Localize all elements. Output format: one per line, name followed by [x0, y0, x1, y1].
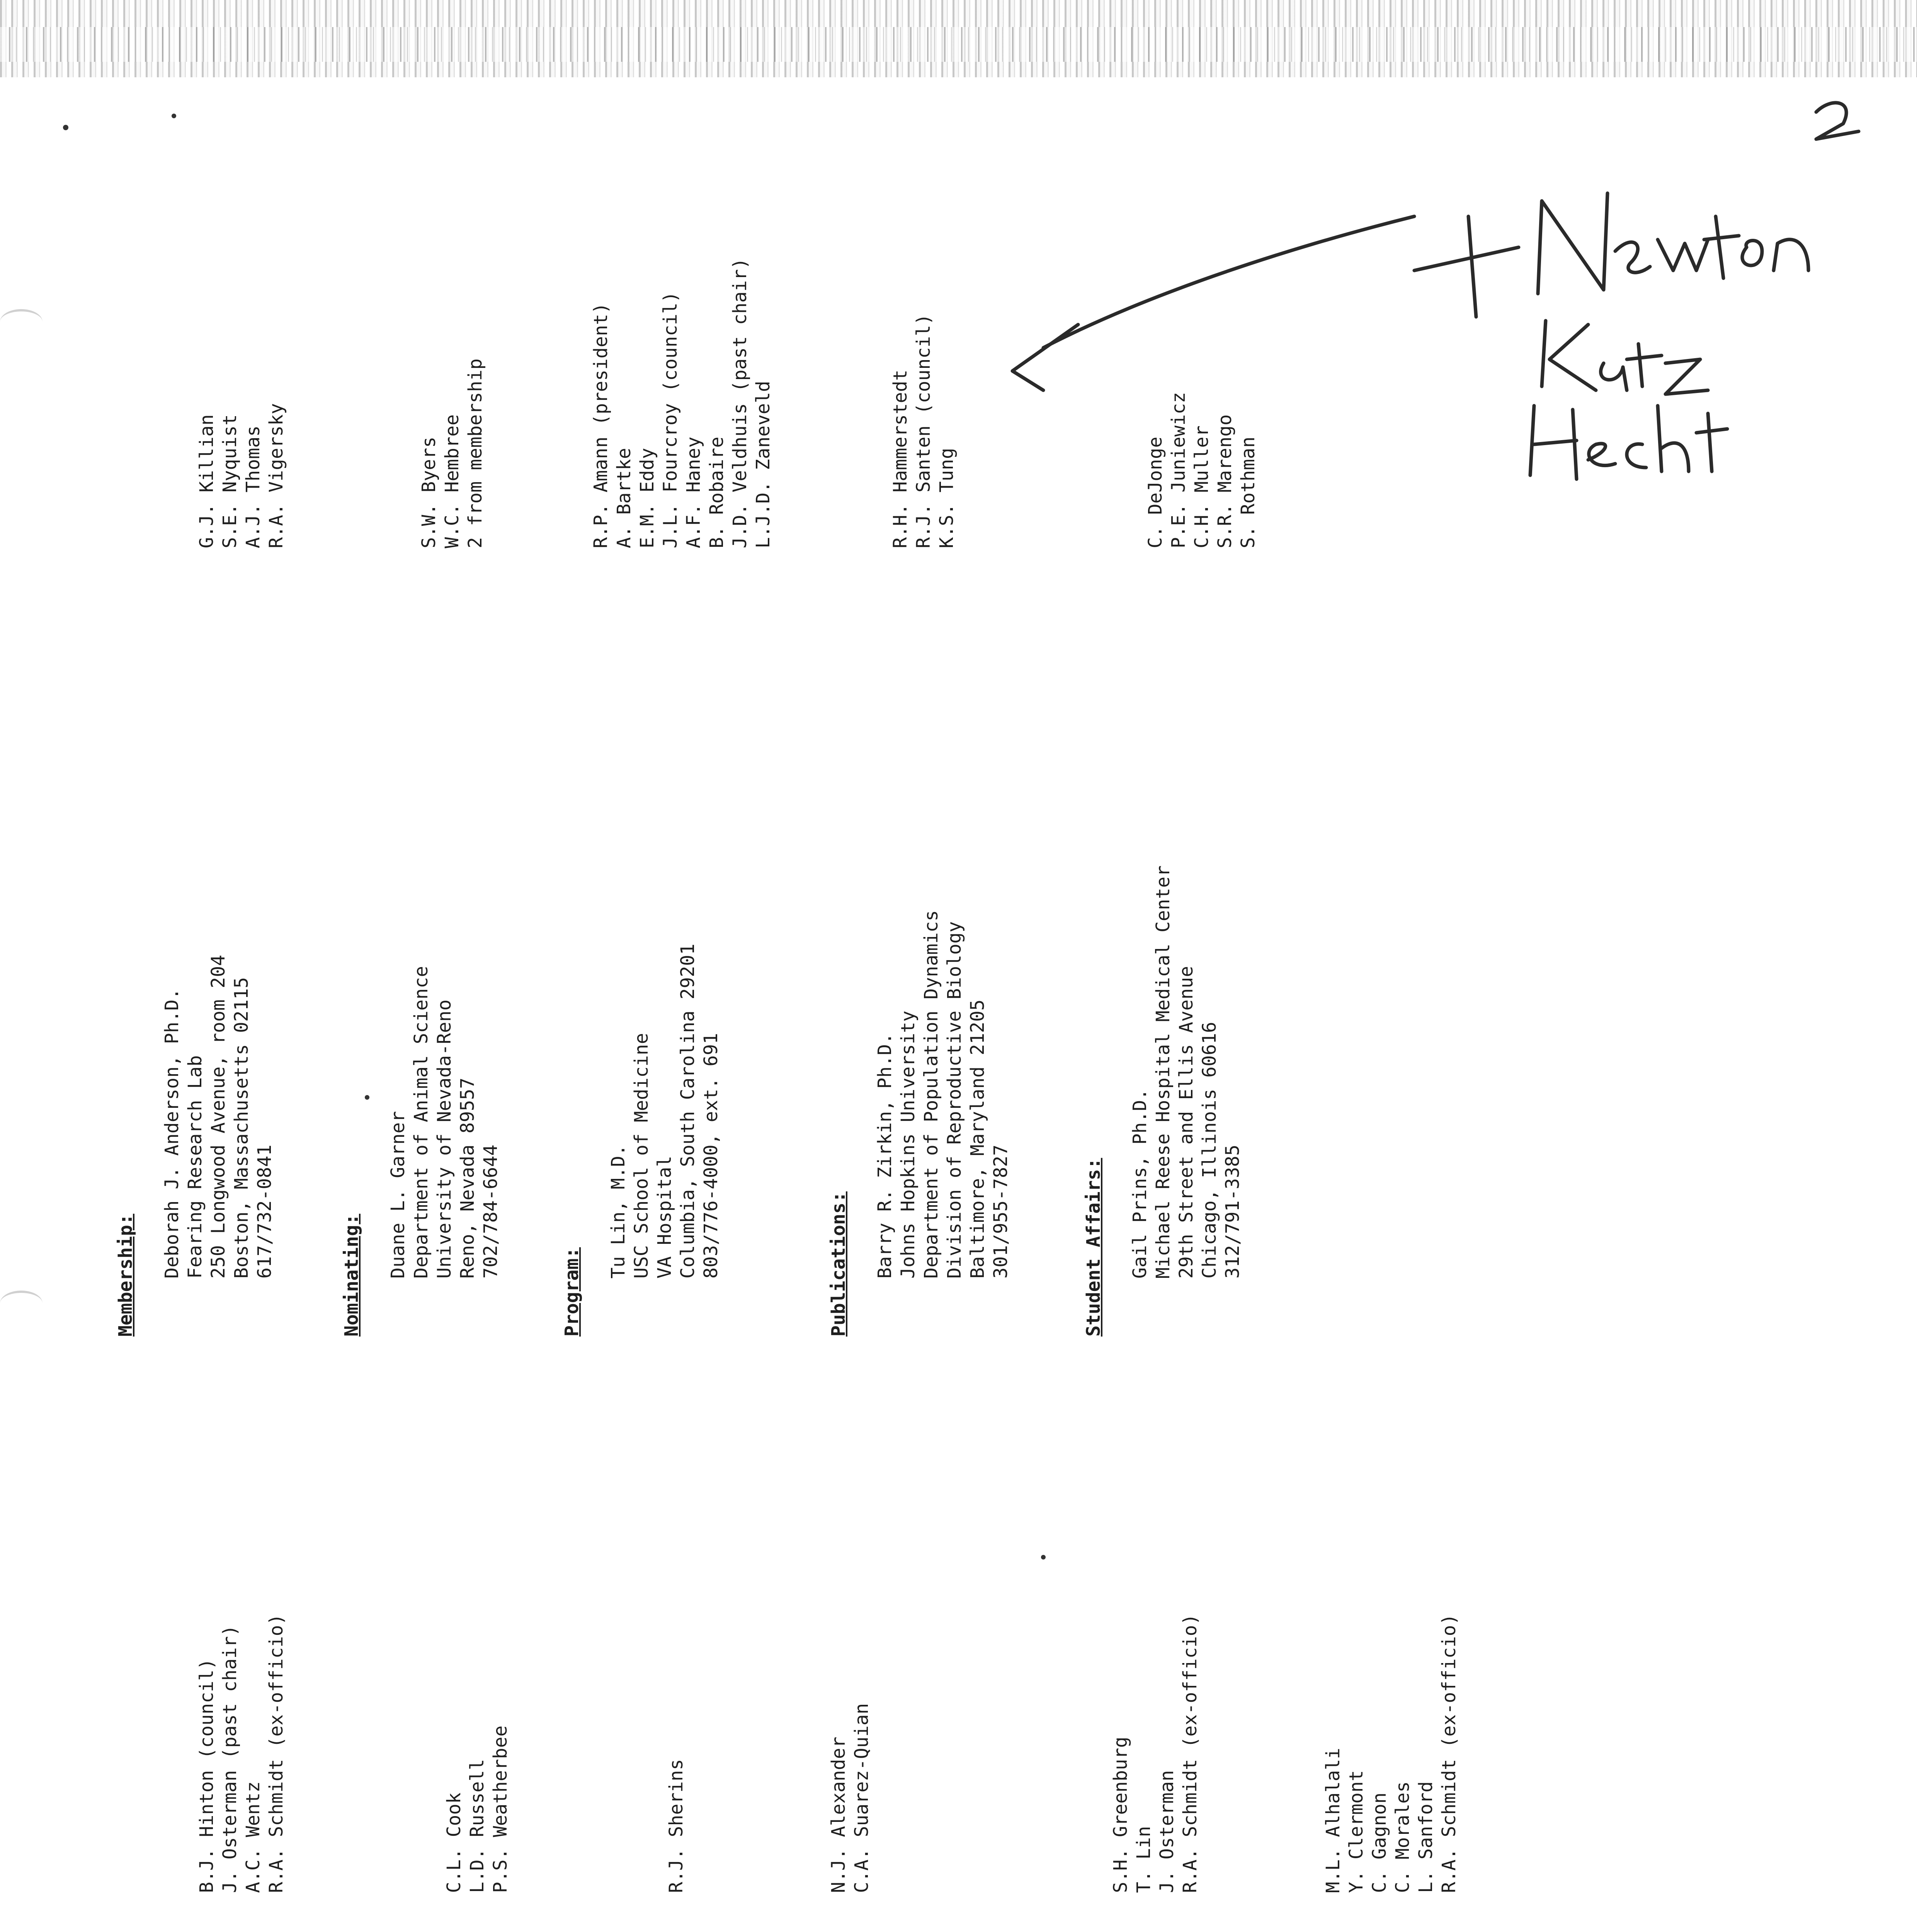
member: R.J. Sherins: [665, 1759, 687, 1893]
address-line: Department of Animal Science: [410, 966, 432, 1279]
address-line: VA Hospital: [654, 1156, 675, 1279]
handwriting-katz: [1542, 321, 1708, 394]
address-line: University of Nevada-Reno: [434, 999, 455, 1279]
member: L. Sanford: [1415, 1781, 1437, 1893]
member: A.C. Wentz: [242, 1781, 264, 1893]
section-heading: Nominating:: [341, 1214, 362, 1337]
member: C. Gagnon: [1369, 1792, 1390, 1893]
address-line: Reno, Nevada 89557: [457, 1077, 478, 1279]
section-heading: Student Affairs:: [1083, 1158, 1104, 1337]
member: S. Rothman: [1237, 437, 1259, 548]
address-line: Columbia, South Carolina 29201: [677, 944, 699, 1279]
arrow-line: [1043, 216, 1414, 348]
member: C.L. Cook: [443, 1792, 465, 1893]
member: R.A. Vigersky: [265, 403, 287, 548]
member: S.E. Nyquist: [219, 414, 241, 548]
member: L.D. Russell: [466, 1759, 488, 1893]
address-line: 803/776-4000, ext. 691: [700, 1033, 722, 1279]
address-line: 250 Longwood Avenue, room 204: [208, 954, 229, 1279]
member: S.W. Byers: [418, 437, 440, 548]
address-line: 312/791-3385: [1222, 1145, 1243, 1279]
address-line: 301/955-7827: [990, 1145, 1012, 1279]
member: T. Lin: [1133, 1826, 1155, 1893]
page-number-mark: [1816, 103, 1859, 139]
address-line: Duane L. Garner: [387, 1111, 409, 1279]
member: S.H. Greenburg: [1110, 1736, 1131, 1893]
member: B.J. Hinton (council): [196, 1658, 218, 1893]
address-line: 702/784-6644: [480, 1145, 502, 1279]
address-line: Deborah J. Anderson, Ph.D.: [161, 988, 183, 1279]
address-line: Gail Prins, Ph.D.: [1129, 1088, 1151, 1279]
plus-sign: [1414, 216, 1519, 317]
member: W.C. Hembree: [441, 414, 463, 548]
member: Y. Clermont: [1345, 1770, 1367, 1893]
address-line: Michael Reese Hospital Medical Center: [1152, 865, 1174, 1279]
section-heading: Program:: [561, 1247, 583, 1337]
member: E.M. Eddy: [636, 447, 658, 548]
stray-dot: [172, 114, 176, 118]
address-line: Barry R. Zirkin, Ph.D.: [874, 1033, 896, 1279]
address-line: USC School of Medicine: [631, 1033, 652, 1279]
member: R.P. Amann (president): [590, 303, 612, 548]
member: R.A. Schmidt (ex-officio): [1179, 1614, 1201, 1893]
member: R.J. Santen (council): [913, 314, 934, 548]
member: R.A. Schmidt (ex-officio): [1438, 1614, 1460, 1893]
member: L.J.D. Zaneveld: [752, 381, 774, 548]
section-heading: Membership:: [115, 1214, 136, 1337]
address-line: Boston, Massachusetts 02115: [231, 977, 252, 1279]
member: 2 from membership: [464, 358, 486, 548]
member: S.R. Marengo: [1214, 414, 1236, 548]
handwriting-hecht: [1530, 406, 1727, 479]
address-line: Chicago, Illinois 60616: [1199, 1022, 1220, 1279]
member: N.J. Alexander: [828, 1736, 849, 1893]
address-line: Baltimore, Maryland 21205: [967, 999, 988, 1279]
member: R.A. Schmidt (ex-officio): [265, 1614, 287, 1893]
member: P.S. Weatherbee: [490, 1725, 511, 1893]
member: P.E. Juniewicz: [1168, 392, 1189, 548]
member: A.J. Thomas: [242, 425, 264, 548]
section-heading: Publications:: [828, 1191, 849, 1337]
member: A.F. Haney: [683, 437, 704, 548]
member: C.A. Suarez-Quian: [851, 1703, 873, 1893]
member: C. Morales: [1392, 1781, 1414, 1893]
stray-dot: [365, 1095, 369, 1100]
member: A. Bartke: [613, 447, 635, 548]
member: C. DeJonge: [1145, 437, 1166, 548]
address-line: Fearing Research Lab: [184, 1055, 206, 1279]
member: J.L. Fourcroy (council): [660, 291, 681, 548]
address-line: Johns Hopkins University: [897, 1010, 919, 1279]
address-line: 617/732-0841: [254, 1145, 276, 1279]
address-line: Department of Population Dynamics: [920, 910, 942, 1279]
member: R.H. Hammerstedt: [890, 369, 911, 548]
member: C.H. Muller: [1191, 425, 1213, 548]
address-line: Tu Lin, M.D.: [607, 1145, 629, 1279]
stray-dot: [1041, 1555, 1046, 1560]
address-line: Division of Reproductive Biology: [944, 921, 965, 1279]
member: B. Robaire: [706, 437, 728, 548]
member: K.S. Tung: [936, 447, 958, 548]
member: J. Osterman: [1156, 1770, 1178, 1893]
handwriting-newton: [1538, 193, 1808, 294]
address-line: 29th Street and Ellis Avenue: [1175, 966, 1197, 1279]
stray-dot: [63, 125, 68, 130]
member: M.L. Alhalali: [1322, 1748, 1344, 1893]
member: J. Osterman (past chair): [219, 1625, 241, 1893]
member: G.J. Killian: [196, 414, 218, 548]
member: J.D. Veldhuis (past chair): [729, 258, 751, 548]
